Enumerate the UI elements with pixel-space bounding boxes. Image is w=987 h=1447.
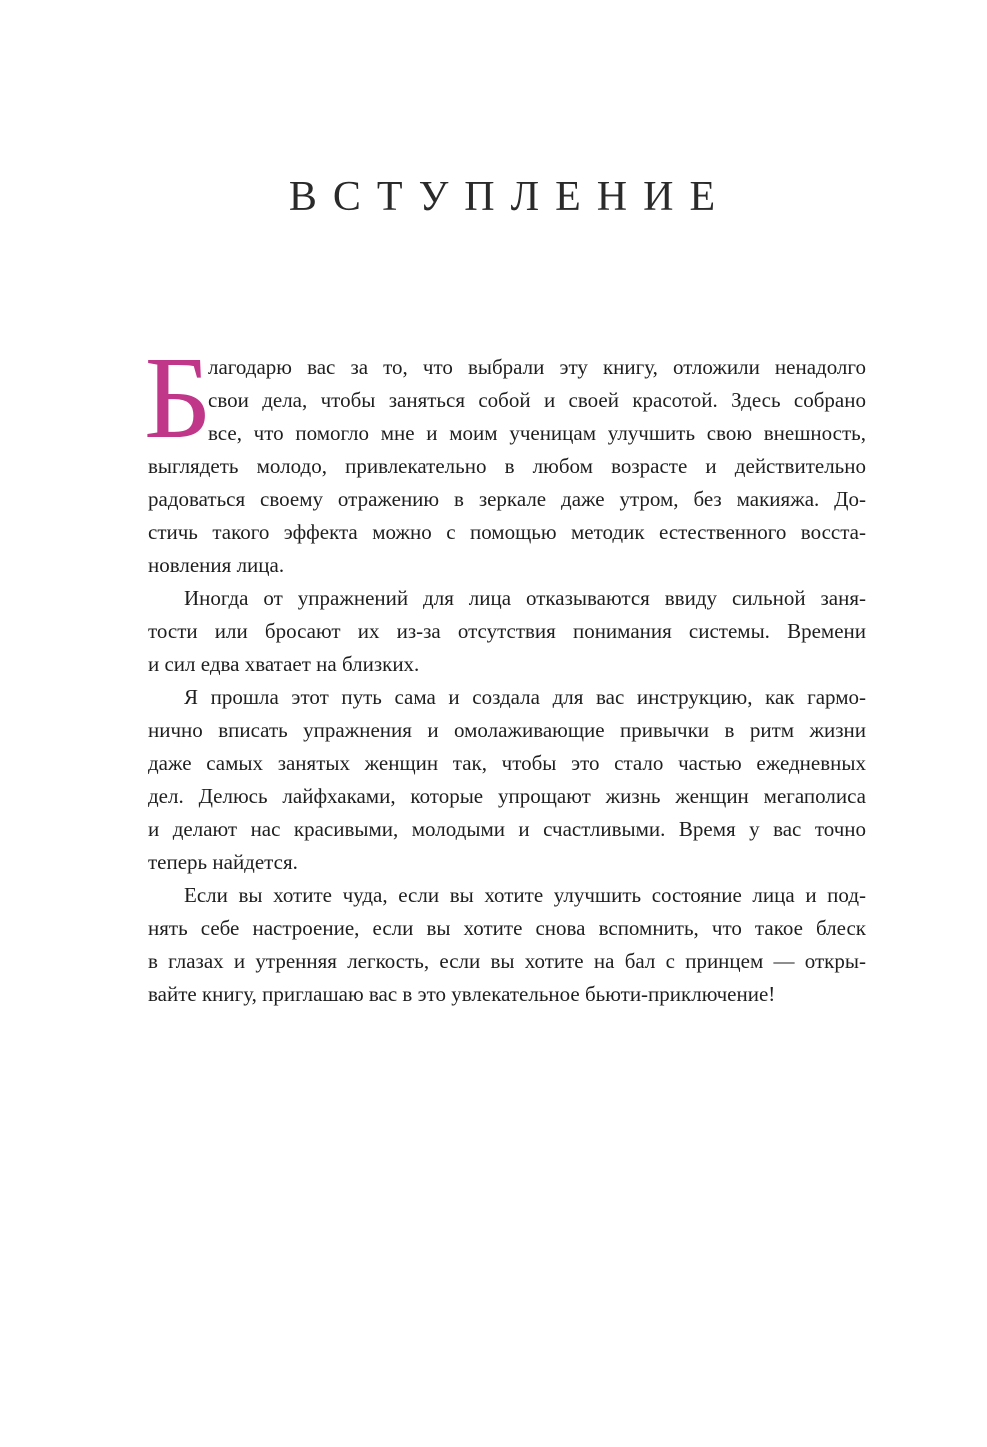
paragraph-4 xyxy=(148,879,866,1011)
text-line: Я прошла этот путь сама и создала для вас инструкцию, как гармо- xyxy=(184,685,866,709)
text-line: Иногда от упражнений для лица отказываются ввиду сильной заня- xyxy=(184,586,866,610)
text-line: все, что помогло мне и моим ученицам улучшить свою внешность, xyxy=(208,421,866,445)
text-line: лагодарю вас за то, что выбрали эту книгу, отложили ненадолго xyxy=(208,355,866,379)
text-line: радоваться своему отражению в зеркале даже утром, без макияжа. До- xyxy=(148,487,866,511)
text-line: и делают нас красивыми, молодыми и счастливыми. Время у вас точно xyxy=(148,817,866,841)
text-line: тости или бросают их из-за отсутствия понимания системы. Времени xyxy=(148,619,866,643)
text-line: даже самых занятых женщин так, чтобы это стало частью ежедневных xyxy=(148,751,866,775)
paragraph-1 xyxy=(148,351,866,582)
paragraph-2 xyxy=(148,582,866,681)
text-line: свои дела, чтобы заняться собой и своей красотой. Здесь собрано xyxy=(208,388,866,412)
text-line: выглядеть молодо, привлекательно в любом возрасте и действительно xyxy=(148,454,866,478)
text-line: новления лица. xyxy=(148,553,285,577)
text-line: Если вы хотите чуда, если вы хотите улучшить состояние лица и под- xyxy=(184,883,866,907)
text-line: вайте книгу, приглашаю вас в это увлекательное бьюти-приключение! xyxy=(148,982,776,1006)
chapter-body xyxy=(148,351,866,1011)
text-line: дел. Делюсь лайфхаками, которые упрощают жизнь женщин мегаполиса xyxy=(148,784,866,808)
text-line: стичь такого эффекта можно с помощью методик естественного восста- xyxy=(148,520,866,544)
drop-cap-letter: Б xyxy=(144,332,212,463)
text-line: нично вписать упражнения и омолаживающие привычки в ритм жизни xyxy=(148,718,866,742)
text-line: в глазах и утренняя легкость, если вы хотите на бал с принцем — откры- xyxy=(148,949,866,973)
text-line: нять себе настроение, если вы хотите снова вспомнить, что такое блеск xyxy=(148,916,866,940)
chapter-title: ВСТУПЛЕНИЕ xyxy=(288,174,732,220)
text-line: и сил едва хватает на близких. xyxy=(148,652,420,676)
text-line: теперь найдется. xyxy=(148,850,298,874)
paragraph-3 xyxy=(148,681,866,879)
